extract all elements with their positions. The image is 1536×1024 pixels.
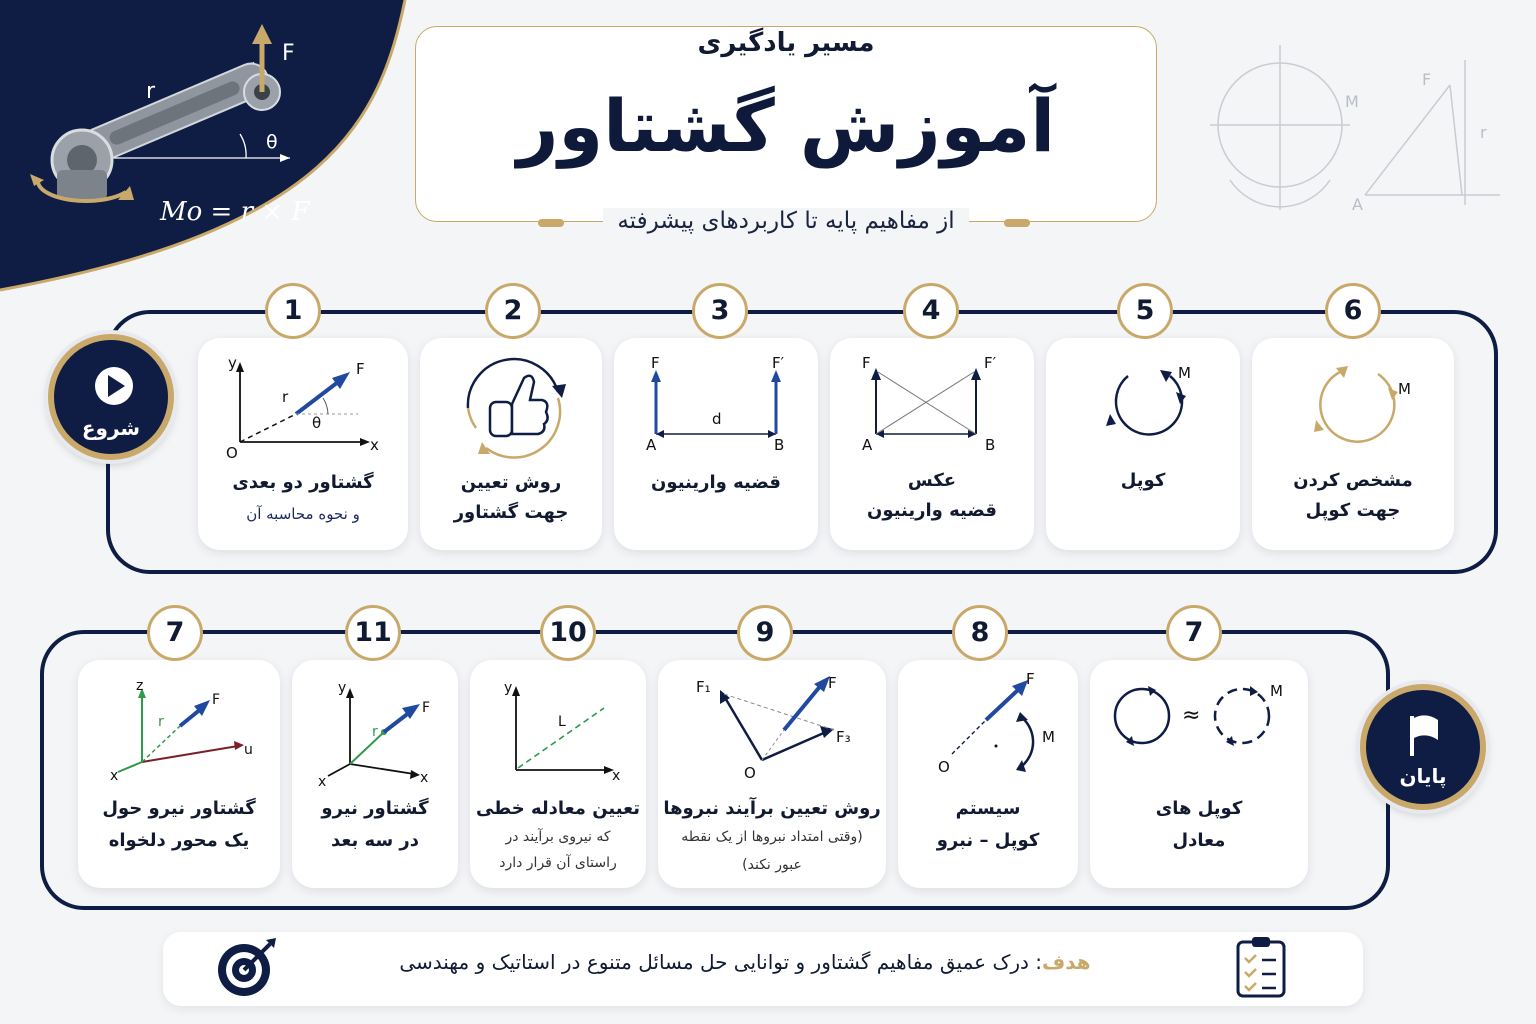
- card-title: گشتاور نیرو: [321, 798, 429, 819]
- label-approx: ≈: [1182, 703, 1201, 728]
- goal-statement: [300, 950, 1190, 974]
- step-number-9: 9: [737, 605, 793, 661]
- card-title: روش تعیین برآیند نبروها: [663, 798, 881, 819]
- card-resultant[interactable]: [658, 660, 886, 888]
- card-force-couple[interactable]: [898, 660, 1078, 888]
- label-z: z: [136, 678, 144, 694]
- label-M: M: [1178, 364, 1191, 382]
- card-title-2: جهت کوپل: [1305, 500, 1401, 521]
- card-subtitle-2: عبور نکند): [742, 857, 802, 873]
- step-number-7: 7: [1166, 605, 1222, 661]
- corner-label-theta: θ: [266, 131, 278, 153]
- label-F: F: [356, 360, 365, 378]
- goal-text: : درک عمیق مفاهیم گشتاور و توانایی حل مسائل متنوع در استاتیک و مهندسی: [399, 950, 1043, 974]
- label-B: B: [774, 436, 785, 454]
- page-title: آموزش گشتاور: [516, 84, 1056, 168]
- start-badge[interactable]: [48, 334, 174, 460]
- label-A: A: [646, 436, 657, 454]
- step-number-8: 8: [952, 605, 1008, 661]
- card-title: گشتاور نیرو حول: [102, 798, 256, 819]
- page-eyebrow: مسیر یادگیری: [697, 28, 875, 58]
- label-x: x: [318, 774, 327, 790]
- label-y: y: [338, 680, 347, 696]
- card-title-2: معادل: [1172, 830, 1226, 851]
- label-F-prime: F′: [772, 354, 785, 372]
- label-u: u: [244, 742, 253, 758]
- subtitle-ornament-right: [1004, 219, 1030, 227]
- card-title: تعیین معادله خطی: [475, 798, 641, 819]
- couple-diagram: [1046, 338, 1240, 550]
- card-couple-direction[interactable]: [1252, 338, 1454, 550]
- label-F: F: [828, 674, 837, 692]
- label-r: r: [158, 714, 164, 730]
- page-subtitle: از مفاهیم پایه تا کاربردهای پیشرفته: [603, 208, 968, 234]
- target-icon: [214, 936, 278, 1000]
- label-r: r: [372, 724, 378, 740]
- corner-label-r: r: [146, 79, 156, 104]
- step-number-2: 2: [485, 283, 541, 339]
- card-subtitle: که نیروی برآیند در: [505, 829, 611, 845]
- subtitle-ornament-left: [538, 219, 564, 227]
- card-2d-moment[interactable]: [198, 338, 408, 550]
- card-subtitle: (وقتی امتداد نبروها از یک نقطه: [681, 829, 863, 845]
- card-title-2: قضیه وارینیون: [867, 500, 997, 521]
- card-title: قضیه وارینیون: [651, 472, 781, 493]
- card-3d-moment[interactable]: [292, 660, 458, 888]
- step-number-11: 11: [345, 605, 401, 661]
- start-label: شروع: [81, 416, 141, 440]
- card-title-2: جهت گشتاور: [453, 502, 569, 523]
- flag-icon: [1404, 712, 1444, 758]
- deco-label-M: M: [1345, 92, 1359, 111]
- label-M: M: [1042, 728, 1055, 746]
- label-F-prime: F′: [984, 354, 997, 372]
- card-title: سیستم: [955, 798, 1021, 819]
- step-number-10: 10: [540, 605, 596, 661]
- card-couple[interactable]: [1046, 338, 1240, 550]
- label-F: F: [651, 354, 660, 372]
- step-number-6: 6: [1325, 283, 1381, 339]
- label-M: M: [1398, 380, 1411, 398]
- label-F1: F₁: [696, 678, 711, 696]
- corner-wrench-illustration: [0, 0, 420, 300]
- card-title: کوپل: [1120, 470, 1166, 491]
- card-title: روش تعیین: [460, 472, 562, 493]
- label-A: A: [862, 436, 873, 454]
- label-L: L: [558, 714, 566, 730]
- label-F: F: [212, 692, 221, 708]
- card-varignon-inverse[interactable]: [830, 338, 1034, 550]
- page-subtitle-wrap: [415, 208, 1157, 234]
- card-line-equation[interactable]: [470, 660, 646, 888]
- label-O: O: [938, 758, 950, 776]
- card-axis-moment[interactable]: [78, 660, 280, 888]
- label-d: d: [712, 410, 722, 428]
- step-number-1: 1: [265, 283, 321, 339]
- label-x: x: [420, 770, 429, 786]
- card-title: گشتاور دو بعدی: [232, 472, 374, 493]
- step-number-5: 5: [1117, 283, 1173, 339]
- card-title-2: یک محور دلخواه: [108, 830, 250, 851]
- label-O: O: [226, 444, 238, 462]
- corner-formula: Mo = r × F: [160, 197, 310, 227]
- label-F: F: [862, 354, 871, 372]
- goal-key: هدف: [1042, 950, 1091, 974]
- step-number-4: 4: [903, 283, 959, 339]
- label-x: x: [110, 768, 119, 784]
- deco-label-F: F: [1422, 70, 1432, 89]
- card-title: مشخص کردن: [1293, 470, 1413, 491]
- label-M: M: [1270, 682, 1283, 700]
- card-subtitle: و نحوه محاسبه آن: [246, 505, 360, 523]
- card-subtitle-2: راستای آن قرار دارد: [499, 855, 617, 871]
- play-icon: [94, 364, 134, 408]
- card-title-2: کوپل – نبرو: [936, 830, 1040, 851]
- corner-label-F: F: [282, 41, 295, 66]
- label-O: O: [744, 764, 756, 782]
- label-F: F: [1026, 670, 1035, 688]
- end-badge[interactable]: [1360, 684, 1486, 810]
- deco-label-r: r: [1480, 123, 1487, 142]
- label-theta: θ: [312, 414, 322, 432]
- card-varignon[interactable]: [614, 338, 818, 550]
- step-number-3: 3: [692, 283, 748, 339]
- step-number-7b: 7: [147, 605, 203, 661]
- deco-label-A: A: [1352, 195, 1363, 214]
- label-x: x: [370, 436, 379, 454]
- label-x: x: [612, 768, 621, 784]
- card-moment-direction[interactable]: [420, 338, 602, 550]
- label-F3: F₃: [836, 728, 851, 746]
- decorative-geometry-sketch: [1200, 30, 1510, 230]
- label-B: B: [985, 436, 996, 454]
- label-r: r: [282, 388, 289, 406]
- end-label: پایان: [1399, 764, 1447, 788]
- card-title: عکس: [907, 470, 957, 491]
- card-title: کوپل های: [1155, 798, 1243, 819]
- card-equivalent-couples[interactable]: [1090, 660, 1308, 888]
- label-F: F: [422, 700, 431, 716]
- card-title-2: در سه بعد: [330, 830, 420, 851]
- checklist-icon: [1232, 934, 1290, 1000]
- label-y: y: [504, 680, 513, 696]
- label-y: y: [228, 354, 237, 372]
- varignon-diagram: [614, 338, 818, 550]
